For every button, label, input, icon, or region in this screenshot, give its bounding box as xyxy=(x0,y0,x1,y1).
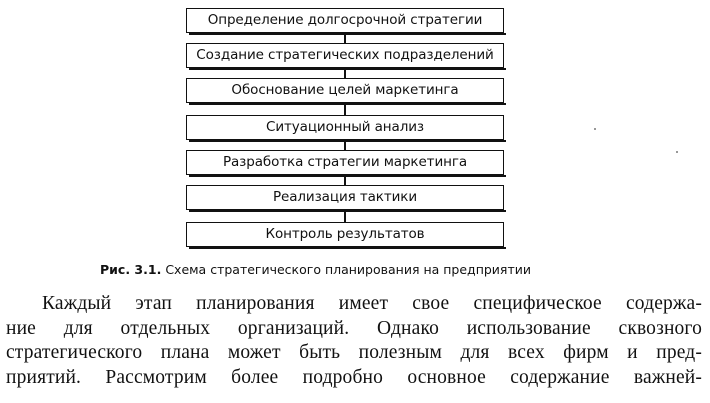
body-line: стратегического плана может быть полезным для всех фирм и пред- xyxy=(6,342,702,363)
body-line: Каждый этап планирования имеет свое специфическое содержа- xyxy=(42,293,702,314)
figure-caption-text: Схема стратегического планирования на предприятии xyxy=(165,262,531,277)
connector-6-7 xyxy=(344,210,346,222)
step-situation-analysis: Ситуационный анализ xyxy=(186,115,504,140)
step-justify-marketing-goals: Обоснование целей маркетинга xyxy=(186,78,504,103)
connector-4-5 xyxy=(344,140,346,150)
step-create-strategic-units: Создание стратегических подразделений xyxy=(186,43,504,68)
step-develop-marketing-strategy: Разработка стратегии маркетинга xyxy=(186,150,504,175)
connector-1-2 xyxy=(344,33,346,43)
connector-5-6 xyxy=(344,175,346,185)
step-implement-tactics: Реализация тактики xyxy=(186,185,504,210)
body-line: приятий. Рассмотрим более подробно основное содержание важней- xyxy=(6,366,702,388)
figure-caption-label: Рис. 3.1. xyxy=(100,262,162,277)
figure-caption xyxy=(100,262,531,278)
step-define-long-term-strategy: Определение долгосрочной стратегии xyxy=(186,8,504,33)
step-control-results: Контроль результатов xyxy=(186,222,504,247)
body-line: ние для отдельных организаций. Однако использование сквозного xyxy=(6,317,702,339)
body-paragraph xyxy=(6,292,702,390)
scan-speck xyxy=(594,128,596,130)
scan-speck xyxy=(676,151,678,153)
connector-2-3 xyxy=(344,68,346,78)
connector-3-4 xyxy=(344,103,346,115)
